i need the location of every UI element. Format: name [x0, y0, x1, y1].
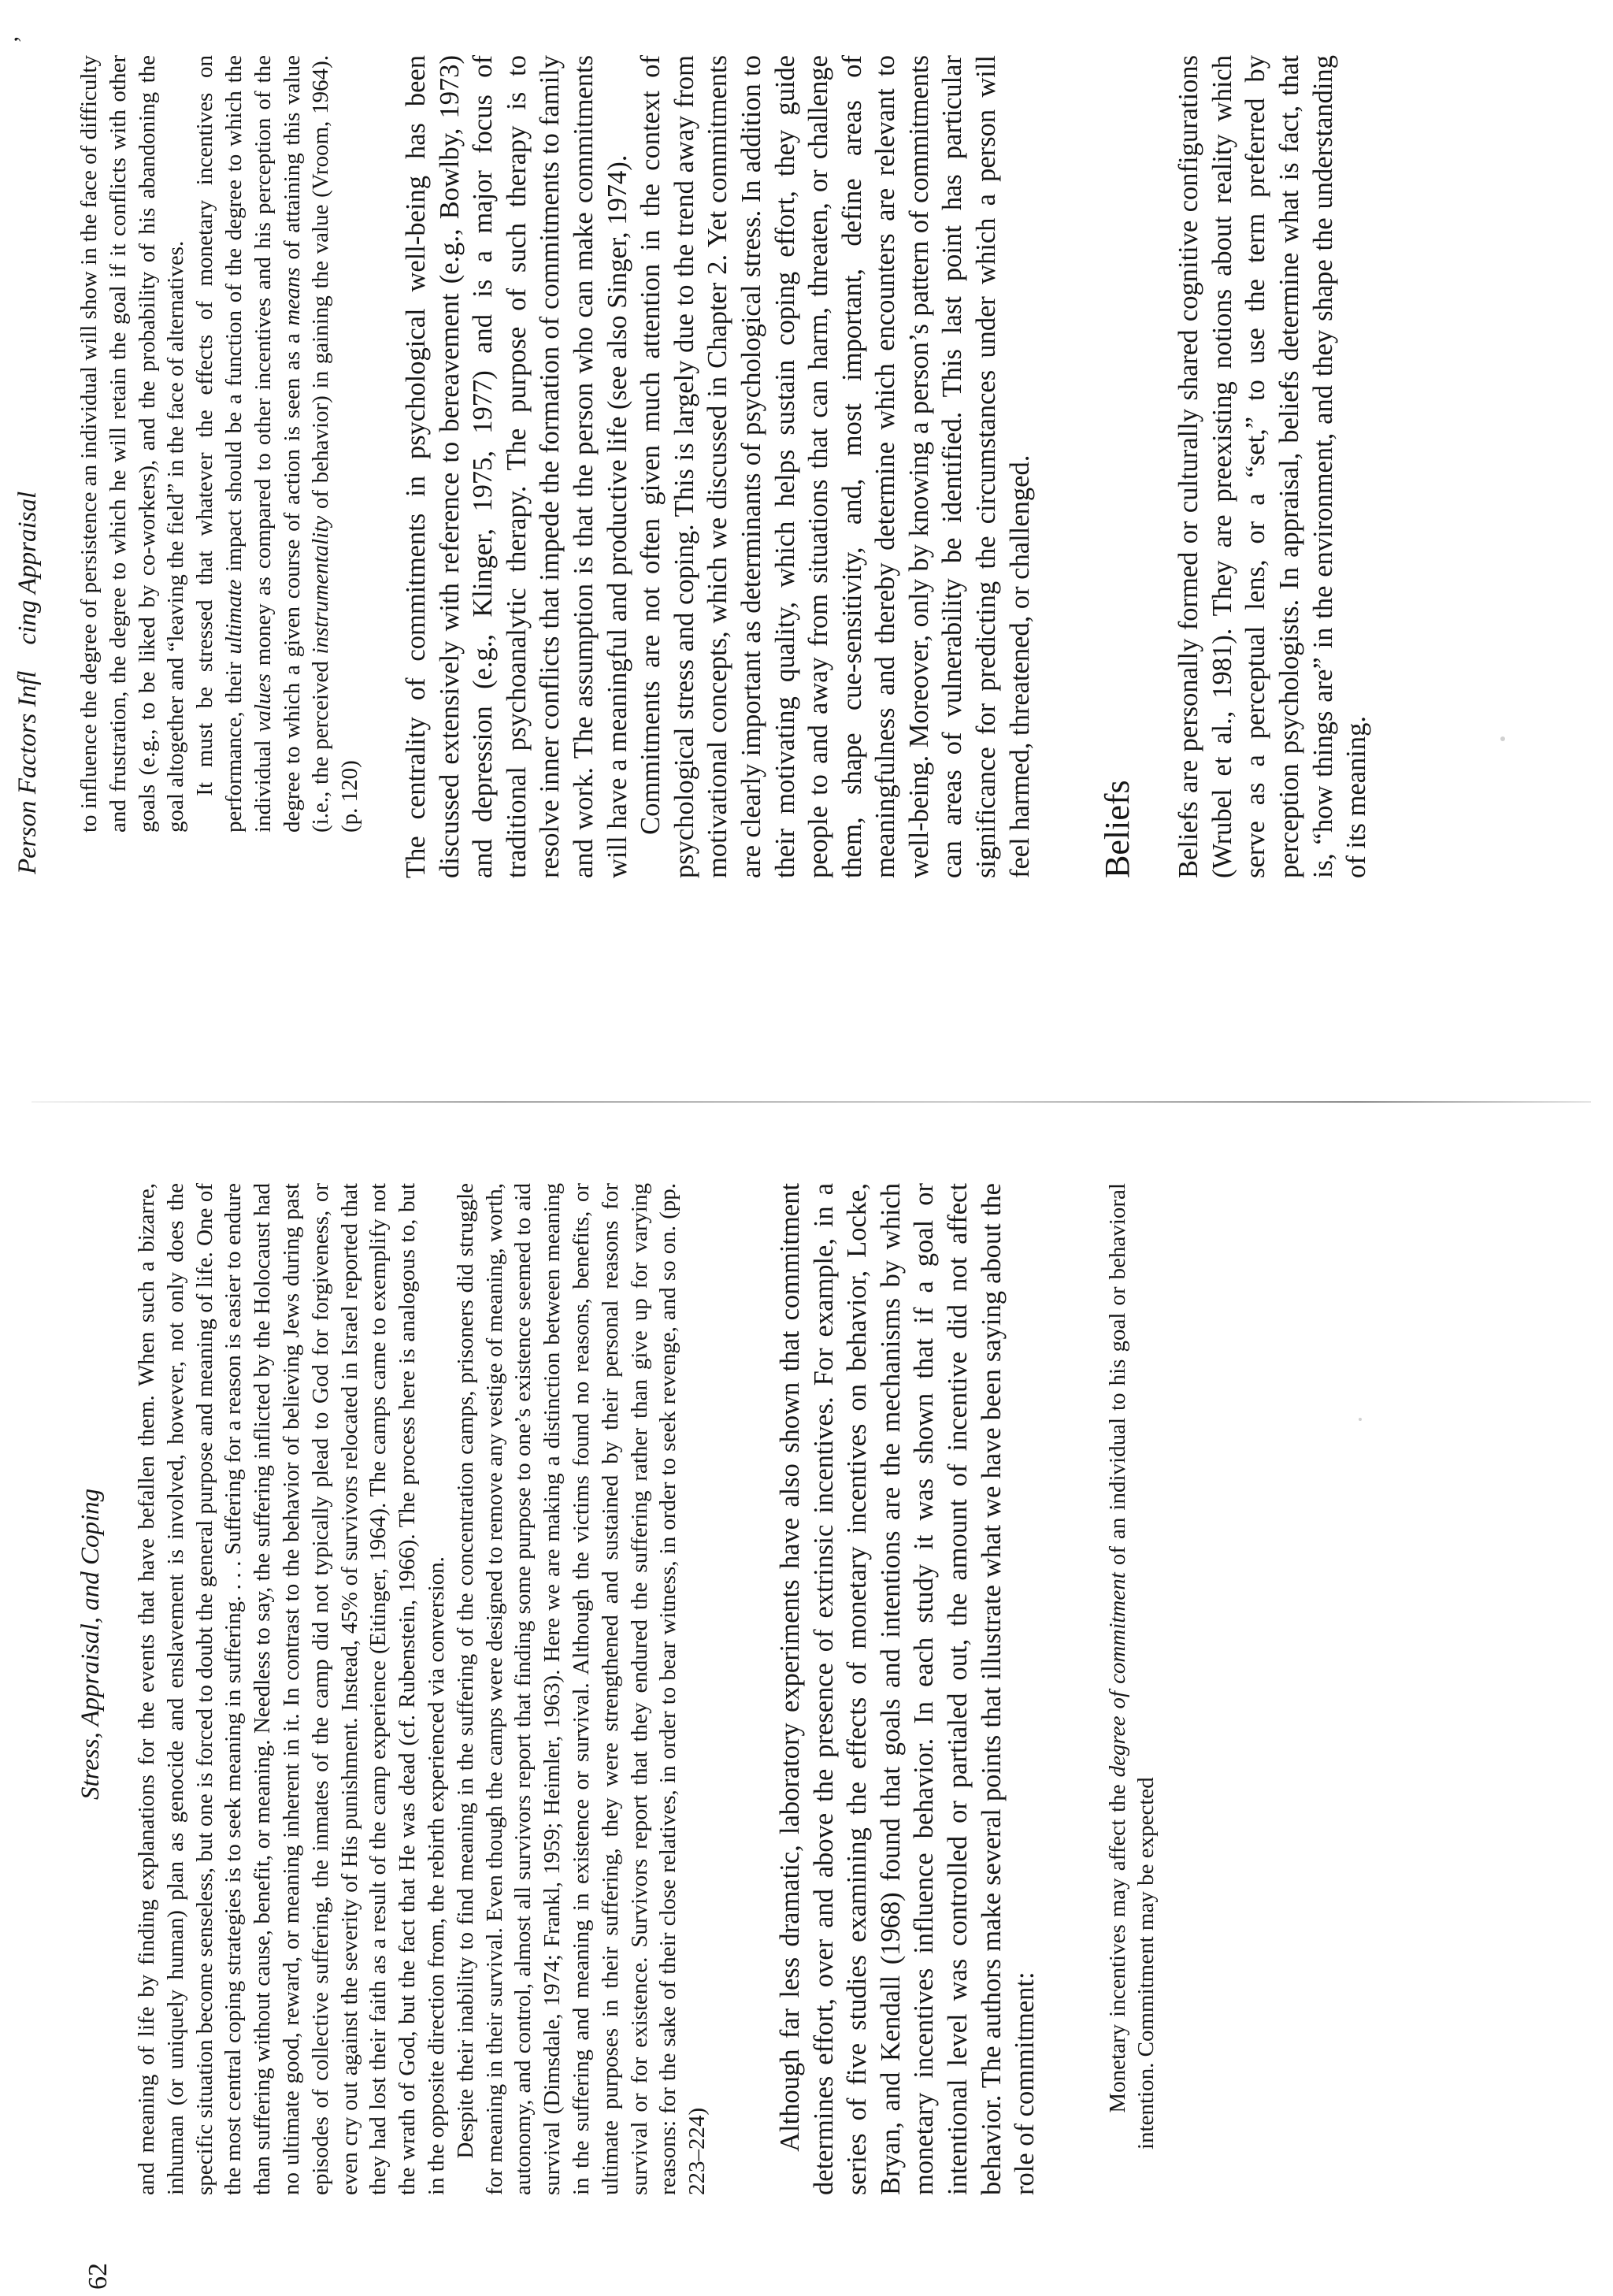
quote-paragraph-stressed: [191, 55, 365, 833]
emphasis-ultimate: ultimate: [221, 579, 247, 655]
scan-speck: [1359, 1418, 1362, 1421]
page-gutter: [32, 1101, 1591, 1103]
quote-text: of behavior) in gaining the value (Vroom, 1964). (p. 120): [308, 54, 363, 833]
paragraph-centrality: The centrality of commitments in psychological well-being has been discussed extensively with reference to bereavement (e.g., Bowlby, 1973) and depression (e.g., Klinger, 1975, 1977) and is a major focus of traditional psychoanalytic therapy. The purpose of such therapy is to resolve inner conflicts that impede the formation of commitments to family and work. The assumption is that the person who can make commitments will have a meaningful and productive life (see also Singer, 1974).: [400, 55, 632, 878]
section-heading-beliefs: Beliefs: [1098, 780, 1137, 878]
block-quote-holocaust: [132, 1183, 712, 2195]
quote-text: of an individual to his goal or behavioral intention. Commitment may be expected: [1104, 1183, 1159, 2149]
quote-text: Monetary incentives may affect the: [1104, 1777, 1130, 2113]
quote-paragraph-meaning: and meaning of life by finding explanations for the events that have befallen them. When such a bizarre, inhuman (or uniquely human) plan as genocide and enslavement is involved, however, not only does the specific situation become senseless, but one is forced to doubt the general purpose and meaning of life. One of the most central coping strategies is to seek meaning in suffering. . . . Suffering for a reason is easier to endure than suffering without cause, benefit, or meaning. Needless to say, the suffering inflicted by the Holocaust had no ultimate good, reward, or meaning inherent in it. In contrast to the behavior of believing Jews during past episodes of collective suffering, the inmates of the camp did not typically plead to God for forgiveness, or even cry out against the severity of His punishment. Instead, 45% of survivors relocated in Israel reported that they had lost their faith as a result of the camp experience (Eitinger, 1964). The camps came to exemplify not the wrath of God, but the fact that He was dead (cf. Rubenstein, 1966). The process here is analogous to, but in the opposite direction from, the rebirth experienced via conversion.: [134, 1183, 449, 2195]
right-page: [0, 0, 1613, 1012]
running-head-left: Stress, Appraisal, and Coping: [76, 1488, 105, 1800]
paragraph-commitments-attention: Commitments are not often given much attention in the context of psychological stress and coping. This is largely due to the trend away from motivational concepts, which we discussed in Chapter 2. Yet commitments are clearly important as determinants of psychological stress. In addition to their motivating quality, which helps sustain coping effort, they guide people to and away from situations that can harm, threaten, or challenge them, shape cue-sensitivity, and, most important, define areas of meaningfulness and thereby determine which encounters are relevant to well-being. Moreover, only by knowing a person’s pattern of commitments can areas of vulnerability be identified. This last point has particular significance for predicting the circumstances under which a person will feel harmed, threatened, or challenged.: [636, 55, 1035, 878]
block-quote-incentives: [75, 55, 365, 833]
emphasis-degree-of-commitment: degree of commitment: [1104, 1572, 1130, 1778]
emphasis-values: values: [250, 673, 276, 733]
scan-speck: [1500, 736, 1505, 741]
quote-paragraph-survival: Despite their inability to find meaning in the suffering of the concentration camps, prisoners did struggle for meaning in their survival. Even though the camps were designed to remove any vestige of meaning, worth, autonomy, and control, almost all survivors report that finding some purpose to one’s existence seemed to aid survival (Dimsdale, 1974; Frankl, 1959; Heimler, 1963). Here we are making a distinction between meaning in the suffering and meaning in existence or survival. Although the victims found no reasons, benefits, or ultimate purposes in their suffering, they were strengthened and sustained by their personal reasons for survival or for existence. Survivors report that they endured the suffering rather than give up for varying reasons: for the sake of their close relatives, in order to bear witness, in order to seek revenge, and so on. (pp. 223–224): [452, 1183, 710, 2195]
quote-text: money as compared to other incentives and his perception of the degree to which a given course of action is seen as a: [250, 55, 305, 833]
page-number: 62: [83, 2263, 113, 2290]
quote-text: of attaining this value (i.e., the perceived: [279, 55, 334, 833]
emphasis-means: means: [279, 267, 305, 326]
paragraph-beliefs: Beliefs are personally formed or culturally shared cognitive configurations (Wrubel et al., 1981). They are preexisting notions about reality which serve as a perceptual lens, or a “set,” to use the term preferred by perception psychologists. In appraisal, beliefs determine what is fact, that is, “how things are” in the environment, and they shape the understanding of its meaning.: [1174, 55, 1372, 878]
right-page-body: [75, 55, 1374, 878]
running-head-right: Person Factors Infl cing Appraisal: [13, 491, 42, 874]
quote-text: It must be stressed that whatever the effects of monetary incentives on performance, their: [192, 55, 247, 833]
left-page: [0, 1107, 1613, 2296]
quote-paragraph-monetary: [1103, 1183, 1162, 2149]
quote-paragraph-continued: to influence the degree of persistence an individual will show in the face of difficulty and frustration, the degree to which he will retain the goal if it conflicts with other goals (e.g., to be liked by co-workers), and the probability of his abandoning the goal altogether and “leaving the field” in the face of alternatives.: [76, 55, 189, 833]
paragraph-laboratory-experiments: Although far less dramatic, laboratory experiments have also shown that commitment determines effort, over and above the presence of extrinsic incentives. For example, in a series of five studies examining the effects of monetary incentives on behavior, Locke, Bryan, and Kendall (1968) found that goals and intentions are the mechanisms by which monetary incentives influence behavior. In each study it was shown that if a goal or intentional level was controlled or partialed out, the amount of incentive did not affect behavior. The authors make several points that illustrate what we have been saying about the role of commitment:: [774, 1183, 1040, 2195]
scan-speck: [1292, 827, 1296, 831]
block-quote-monetary: [1103, 1183, 1162, 2149]
right-page-region: [0, 0, 1613, 1107]
scan-mark: ’: [9, 35, 35, 43]
quote-text: impact should be a function of the degree to which the individual: [221, 55, 276, 833]
left-page-body: [132, 1183, 1161, 2195]
left-page-region: [0, 1107, 1613, 2296]
emphasis-instrumentality: instrumentality: [308, 515, 334, 655]
